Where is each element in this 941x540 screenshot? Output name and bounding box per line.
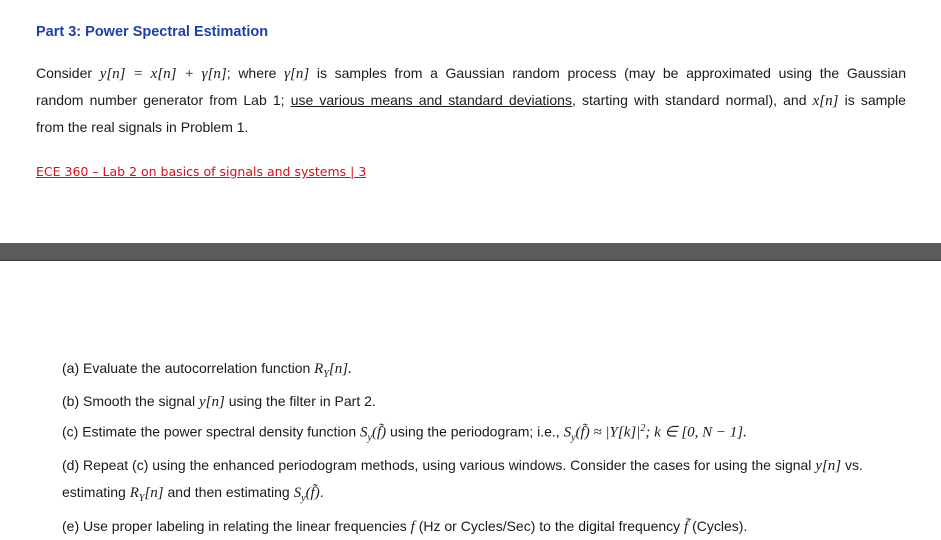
list-item	[62, 388, 922, 416]
task-list	[62, 355, 922, 540]
math: y[n]	[198, 394, 225, 411]
list-item	[62, 513, 922, 540]
intro-text: ; where	[226, 65, 285, 81]
math: (f̃)	[305, 485, 320, 502]
item-text: (c) Estimate the power spectral density function	[62, 423, 361, 440]
equation-x: x[n]	[812, 93, 839, 109]
list-item	[62, 452, 922, 480]
intro-line-3: from the real signals in Problem 1.	[36, 119, 249, 135]
item-text: (d) Repeat (c) using the enhanced periodogram methods, using various windows. Consider the cases for using the signal	[62, 456, 816, 473]
list-item	[62, 355, 922, 388]
list-item-continued	[62, 479, 922, 512]
item-text: estimating	[62, 484, 130, 501]
intro-text: Consider	[36, 65, 100, 81]
math: f̃	[684, 518, 689, 535]
item-text: and then estimating	[163, 484, 294, 501]
math: S	[293, 485, 302, 502]
equation-gamma: γ[n]	[284, 66, 310, 82]
list-item	[62, 416, 922, 452]
math-sub: Y	[138, 493, 145, 505]
item-text: .	[319, 484, 324, 501]
math: [n].	[328, 361, 352, 377]
item-text: (Hz or Cycles/Sec) to the digital frequency	[414, 517, 685, 534]
intro-paragraph	[36, 60, 906, 140]
intro-text: random number generator from Lab 1;	[36, 92, 291, 108]
math: S	[360, 424, 368, 441]
math-sub: Y	[323, 368, 329, 380]
item-text: (e) Use proper labeling in relating the linear frequencies	[62, 517, 411, 534]
intro-line-2	[36, 87, 906, 114]
math: R	[129, 485, 139, 502]
math: (f̃) ≈ |Y[k]|	[575, 424, 641, 441]
math-sub: y	[571, 432, 576, 444]
underlined-phrase: use various means and standard deviations	[290, 92, 572, 108]
math-sub: y	[367, 432, 372, 444]
intro-line-1	[36, 60, 906, 87]
intro-text: is samples from a Gaussian random process (may be approximated using the Gaussian	[309, 65, 906, 81]
math: f	[410, 518, 415, 535]
item-text: (b) Smooth the signal	[62, 393, 199, 410]
intro-text: , starting with standard normal), and	[571, 92, 813, 108]
math: [n]	[144, 485, 164, 502]
intro-text: is sample	[838, 92, 906, 108]
item-text: (Cycles).	[688, 517, 748, 534]
item-text: using the filter in Part 2.	[224, 393, 376, 410]
math: y[n]	[815, 457, 842, 474]
math-sup: 2	[640, 422, 646, 434]
section-title: Part 3: Power Spectral Estimation	[36, 24, 269, 40]
math: ; k ∈ [0, N − 1].	[645, 424, 747, 441]
math: S	[563, 424, 572, 441]
item-text: vs.	[841, 456, 863, 473]
item-text: (a) Evaluate the autocorrelation function	[62, 360, 315, 376]
page-divider	[0, 243, 941, 261]
equation-y: y[n] = x[n] + γ[n]	[99, 66, 227, 82]
math-sub: y	[301, 493, 306, 505]
math: (f̃)	[371, 424, 387, 441]
page-footer-link[interactable]: ECE 360 – Lab 2 on basics of signals and systems | 3	[36, 164, 367, 179]
item-text: using the periodogram; i.e.,	[386, 423, 564, 440]
math: R	[314, 361, 324, 377]
